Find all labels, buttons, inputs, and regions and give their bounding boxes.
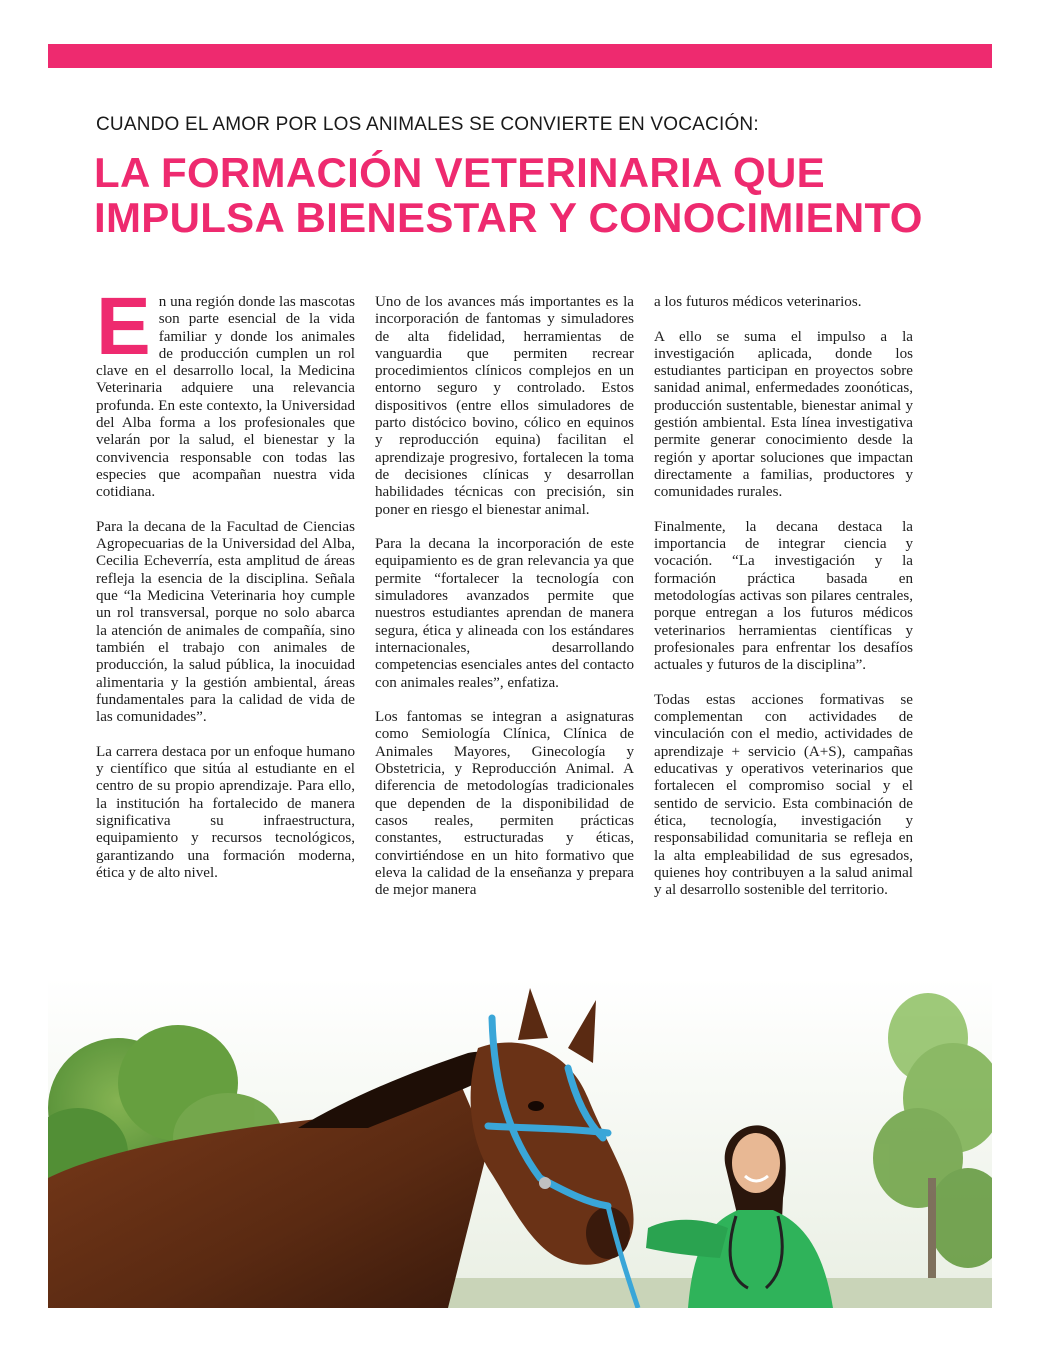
paragraph: Para la decana la incorporación de este equipamiento es de gran relevancia ya que permite “fortalecer la tecnología con simuladores avanzados permite que nuestros estudiantes aprendan de manera segura, ética y alineada con los estándares internacionales, desarrollando competencias esenciales antes del contacto con animales reales”, enfatiza. <box>375 536 634 691</box>
article-column-3 <box>654 294 913 917</box>
paragraph: La carrera destaca por un enfoque humano y científico que sitúa al estudiante en el centro de su propio aprendizaje. Para ello, la institución ha fortalecido de manera significativa su infraestructura, equipamiento y recursos tecnológicos, garantizando una formación moderna, ética y de alto nivel. <box>96 743 355 881</box>
halter-ring <box>539 1177 551 1189</box>
top-accent-bar <box>48 44 992 68</box>
paragraph: Uno de los avances más importantes es la incorporación de fantomas y simuladores de alta fidelidad, herramientas de vanguardia que permiten recrear procedimientos clínicos complejos en un entorno seguro y controlado. Estos dispositivos (entre ellos simuladores de parto distócico bovino, cólico en equinos y reproducción equina) facilitan el aprendizaje progresivo, fortalecen la toma de decisiones clínicas y desarrollan habilidades técnicas con precisión, sin poner en riesgo el bienestar animal. <box>375 294 634 518</box>
article-column-2 <box>375 294 634 917</box>
paragraph: Todas estas acciones formativas se complementan con actividades de vinculación con el medio, actividades de aprendizaje + servicio (A+S), campañas educativas y operativos veterinarios que fortalecen el compromiso social y el sentido de servicio. Esta combinación de ética, tecnología, investigación y responsabilidad comunitaria se refleja en la alta empleabilidad de sus egresados, quienes hoy contribuyen a la salud animal y al desarrollo sostenible del territorio. <box>654 691 913 899</box>
paragraph: a los futuros médicos veterinarios. <box>654 294 862 310</box>
article-kicker: CUANDO EL AMOR POR LOS ANIMALES SE CONVIERTE EN VOCACIÓN: <box>96 114 759 135</box>
paragraph <box>96 281 355 502</box>
article-column-1 <box>96 281 355 899</box>
paragraph: A ello se suma el impulso a la investigación aplicada, donde los estudiantes participan en proyectos sobre sanidad animal, enfermedades zoonóticas, producción sustentable, bienestar animal y gestión ambiental. Esta línea investigativa permite generar conocimiento desde la región y aportar soluciones que impactan directamente a familias, productores y comunidades rurales. <box>654 328 913 501</box>
horse-and-veterinarian-photo <box>48 978 992 1308</box>
headline-line-1: LA FORMACIÓN VETERINARIA QUE <box>94 149 825 196</box>
article-headline <box>94 150 974 240</box>
paragraph: Los fantomas se integran a asignaturas como Semiología Clínica, Clínica de Animales Mayores, Ginecología y Obstetricia, y Reproducción Animal. A diferencia de metodologías tradicionales que dependen de la disponibilidad de casos reales, permiten prácticas constantes, estructuradas y éticas, convirtiéndose en un hito formativo que eleva la calidad de la enseñanza y prepara de mejor manera <box>375 709 634 899</box>
vet-face <box>732 1133 780 1193</box>
photo-illustration <box>48 978 992 1308</box>
paragraph: Finalmente, la decana destaca la importancia de integrar ciencia y vocación. “La investigación y la formación práctica basada en metodologías activas son pilares centrales, porque entregan a los futuros médicos veterinarios herramientas científicas y profesionales para enfrentar los desafíos actuales y futuros de la disciplina”. <box>654 518 913 674</box>
horse-eye <box>528 1101 544 1111</box>
headline-line-2: IMPULSA BIENESTAR Y CONOCIMIENTO <box>94 194 923 241</box>
drop-cap: E <box>96 281 151 372</box>
paragraph-text: n una región donde las mascotas son parte esencial de la vida familiar y donde los animales de producción cumplen un rol clave en el desarrollo local, la Medicina Veterinaria adquiere una relevancia profunda. En este contexto, la Universidad del Alba forma a los profesionales que velarán por la salud, el bienestar y la convivencia responsable con todas las especies que acompañan nuestra vida cotidiana. <box>96 294 355 501</box>
paragraph: Para la decana de la Facultad de Ciencias Agropecuarias de la Universidad del Alba, Cecilia Echeverría, esta amplitud de áreas refleja la esencia de la disciplina. Señala que “la Medicina Veterinaria hoy cumple un rol transversal, porque no solo abarca la atención de animales de compañía, sino también el trabajo con animales de producción, la salud pública, la inocuidad alimentaria y la gestión ambiental, áreas fundamentales para la calidad de vida de las comunidades”. <box>96 518 355 726</box>
